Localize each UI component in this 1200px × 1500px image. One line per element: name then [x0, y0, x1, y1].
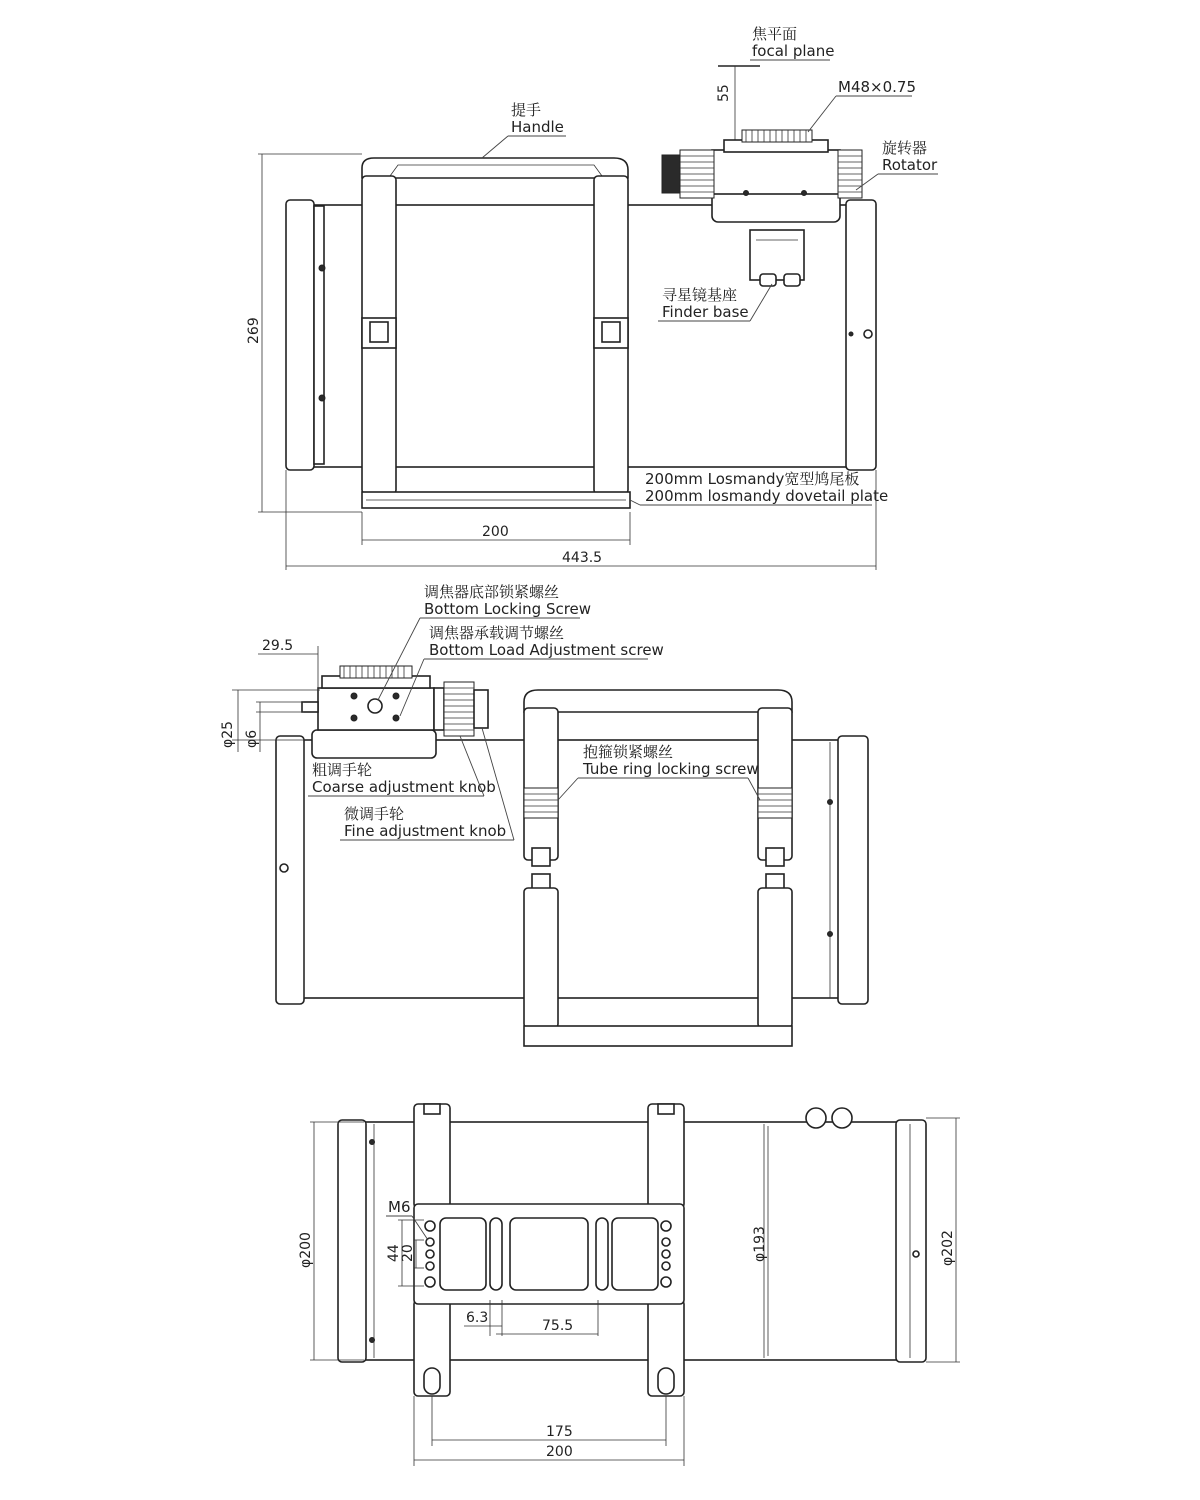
rotator-label-en: Rotator	[882, 156, 938, 174]
tube-ring-en: Tube ring locking screw	[583, 760, 759, 778]
ring-175-dim: 175	[546, 1424, 573, 1440]
ring-right-upper	[758, 708, 792, 860]
d193-dim: φ193	[752, 1226, 768, 1262]
coarse-knob-side	[662, 155, 680, 193]
finder-base	[750, 230, 804, 280]
ring-right-top	[648, 1104, 684, 1208]
focuser-side-view	[220, 583, 868, 1046]
rotator-label-cn: 旋转器	[882, 139, 928, 157]
hole-6-3-dim: 6.3	[466, 1310, 489, 1326]
coarse-cn: 粗调手轮	[312, 761, 373, 779]
ring-left-lower	[524, 888, 558, 1028]
dovetail-plate-2	[524, 1026, 792, 1046]
locking-screw-right	[758, 788, 792, 818]
rear-cap-3	[896, 1120, 926, 1362]
d202-dim: φ202	[940, 1230, 956, 1266]
thread-ring	[742, 130, 812, 142]
handle-label-cn: 提手	[511, 101, 542, 119]
rotator-body	[712, 150, 840, 194]
hole-75-5-dim: 75.5	[542, 1318, 574, 1334]
dovetail-label-cn: 200mm Losmandy宽型鸠尾板	[645, 470, 860, 488]
focal-plane-label-cn: 焦平面	[752, 25, 798, 43]
thread-label: M48×0.75	[838, 78, 916, 96]
drawtube-end	[302, 702, 318, 712]
height-dim: 269	[246, 317, 262, 344]
locking-screw-left	[524, 788, 558, 818]
hole-20-dim: 20	[400, 1244, 416, 1262]
ring-left-top	[414, 1104, 450, 1208]
side-view	[246, 25, 938, 570]
focuser-thread-ring	[340, 666, 412, 678]
focal-offset-dim: 55	[716, 84, 732, 102]
dovetail-label-en: 200mm losmandy dovetail plate	[645, 487, 889, 505]
fine-coarse-knob	[444, 682, 474, 736]
coarse-en: Coarse adjustment knob	[312, 778, 496, 796]
ring-200-dim: 200	[546, 1444, 573, 1460]
m6-label: M6	[388, 1198, 411, 1216]
lock-screw	[368, 699, 382, 713]
bottom-load-en: Bottom Load Adjustment screw	[429, 641, 664, 659]
hole-44-dim: 44	[386, 1244, 402, 1262]
d25-dim: φ25	[220, 720, 236, 748]
finder-label-en: Finder base	[662, 303, 749, 321]
d6-dim: φ6	[244, 729, 260, 748]
finder-knob-right	[832, 1108, 852, 1128]
d200-dim: φ200	[298, 1232, 314, 1268]
finder-label-cn: 寻星镜基座	[662, 286, 738, 304]
handle	[362, 158, 628, 178]
focuser-offset-dim: 29.5	[262, 638, 294, 654]
fine-cn: 微调手轮	[344, 805, 405, 823]
handle-label-en: Handle	[511, 118, 564, 136]
total-length-dim: 443.5	[562, 550, 603, 566]
tube-ring-cn: 抱箍锁紧螺丝	[583, 743, 674, 761]
ring-right-lower	[758, 888, 792, 1028]
finder-knob-left	[806, 1108, 826, 1128]
focuser-base-2	[312, 730, 436, 758]
focal-plane-label-en: focal plane	[752, 42, 835, 60]
ring-left-upper	[524, 708, 558, 860]
bottom-lock-en: Bottom Locking Screw	[424, 600, 592, 618]
focuser-base	[712, 190, 840, 222]
front-cap-3	[338, 1120, 366, 1362]
dovetail-length-dim: 200	[482, 524, 509, 540]
front-cap	[286, 200, 314, 470]
rear-cap-2	[838, 736, 868, 1004]
bottom-load-cn: 调焦器承载调节螺丝	[429, 624, 565, 642]
bottom-view	[298, 1104, 960, 1466]
fine-en: Fine adjustment knob	[344, 822, 507, 840]
handle-2	[524, 690, 792, 712]
bottom-lock-cn: 调焦器底部锁紧螺丝	[424, 583, 560, 601]
